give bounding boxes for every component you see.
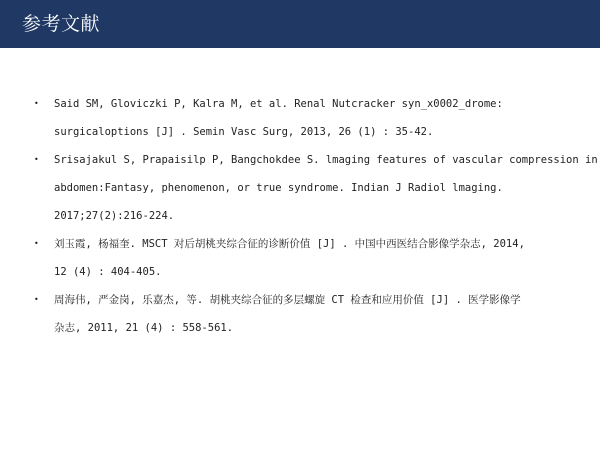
title-bar <box>0 0 600 48</box>
reference-line: 12 (4) : 404-405. <box>54 266 162 278</box>
reference-line: Srisajakul S, Prapaisilp P, Bangchokdee S. lmaging features of vascular compression in <box>54 154 598 166</box>
bullet-marker: • <box>34 99 39 108</box>
bullet-marker: • <box>34 239 39 248</box>
reference-line: 杂志, 2011, 21 (4) : 558-561. <box>54 322 234 334</box>
reference-line: abdomen:Fantasy, phenomenon, or true syndrome. Indian J Radiol lmaging. <box>54 182 503 194</box>
reference-line: surgicaloptions [J] . Semin Vasc Surg, 2013, 26 (1) : 35-42. <box>54 126 434 138</box>
reference-item <box>0 146 600 230</box>
reference-item <box>0 286 600 342</box>
bullet-marker: • <box>34 155 39 164</box>
reference-list <box>0 90 600 342</box>
reference-item <box>0 90 600 146</box>
reference-line: 2017;27(2):216-224. <box>54 210 175 222</box>
reference-line: 刘玉霞, 杨福奎. MSCT 对后胡桃夹综合征的诊断价值 [J] . 中国中西医结合影像学杂志, 2014, <box>54 238 525 250</box>
reference-line: 周海伟, 严金岗, 乐嘉杰, 等. 胡桃夹综合征的多层螺旋 CT 检查和应用价值 [J] . 医学影像学 <box>54 294 521 306</box>
page-title: 参考文献 <box>22 13 101 35</box>
reference-line: Said SM, Gloviczki P, Kalra M, et al. Renal Nutcracker syn_x0002_drome: <box>54 98 503 110</box>
bullet-marker: • <box>34 295 39 304</box>
reference-item <box>0 230 600 286</box>
